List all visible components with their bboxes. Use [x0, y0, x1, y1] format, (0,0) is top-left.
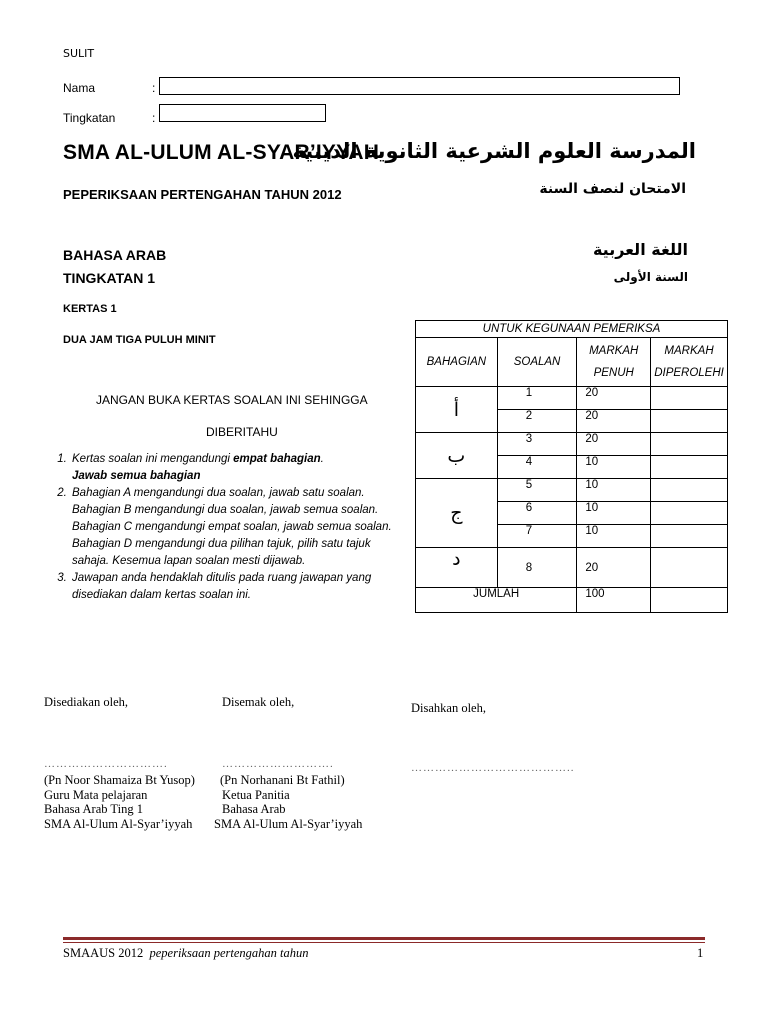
- table-row: [416, 387, 728, 410]
- warning-line-1: JANGAN BUKA KERTAS SOALAN INI SEHINGGA: [96, 393, 368, 407]
- checked-signature-line: ……………………….: [222, 758, 334, 770]
- checked-label: Disemak oleh,: [222, 695, 295, 709]
- markah-penuh-cell: 20: [577, 548, 651, 588]
- soalan-cell: 1: [497, 387, 577, 410]
- checked-role: Ketua Panitia: [222, 787, 290, 802]
- markah-diperolehi-cell[interactable]: [651, 433, 728, 456]
- markah-diperolehi-cell[interactable]: [651, 502, 728, 525]
- tingkatan-colon: :: [152, 111, 156, 125]
- examiner-table: [415, 320, 728, 613]
- checked-dept: Bahasa Arab: [222, 802, 286, 817]
- prepared-role: Guru Mata pelajaran: [44, 787, 148, 802]
- footer-rule-thick: [63, 937, 705, 940]
- markah-penuh-cell: 10: [577, 479, 651, 502]
- markah-diperolehi-cell[interactable]: [651, 548, 728, 588]
- prepared-label: Disediakan oleh,: [44, 695, 129, 709]
- markah-penuh-cell: 20: [577, 433, 651, 456]
- total-obtained-cell[interactable]: [651, 588, 728, 613]
- sulit-label: SULIT: [63, 47, 95, 60]
- checked-block: [214, 773, 362, 831]
- footer-text: [63, 946, 309, 961]
- markah-diperolehi-cell[interactable]: [651, 387, 728, 410]
- paper-label: KERTAS 1: [63, 303, 117, 315]
- instruction-item: [70, 451, 410, 485]
- soalan-cell: 2: [497, 410, 577, 433]
- soalan-cell: 3: [497, 433, 577, 456]
- instruction-2-text: Bahagian A mengandungi dua soalan, jawab satu soalan. Bahagian B mengandungi dua soalan, jawab semua soalan. Bahagian C mengandungi empat soalan, jawab semua soalan. Bahagian D mengandungi dua pilihan tajuk, pilih satu tajuk sahaja. Kesemua lapan soalan mesti dijawab.: [72, 487, 392, 567]
- soalan-cell: 5: [497, 479, 577, 502]
- instruction-item: [70, 485, 410, 570]
- markah-penuh-cell: 10: [577, 502, 651, 525]
- subject-title-arabic: اللغة العربية: [592, 240, 688, 259]
- approved-label: Disahkan oleh,: [411, 701, 486, 715]
- table-title: UNTUK KEGUNAAN PEMERIKSA: [416, 321, 728, 338]
- section-label: ب: [416, 433, 498, 479]
- nama-field[interactable]: [159, 77, 680, 95]
- school-name-arabic: المدرسة العلوم الشرعية الثانوية الدينية: [292, 139, 696, 163]
- approved-signature-line: …………………………………..: [411, 762, 575, 774]
- tingkatan-field[interactable]: [159, 104, 326, 122]
- markah-diperolehi-cell[interactable]: [651, 456, 728, 479]
- duration-label: DUA JAM TIGA PULUH MINIT: [63, 334, 216, 346]
- table-total-row: [416, 588, 728, 613]
- markah-diperolehi-cell[interactable]: [651, 410, 728, 433]
- soalan-cell: 7: [497, 525, 577, 548]
- instruction-3-text: Jawapan anda hendaklah ditulis pada ruang jawapan yang disediakan dalam kertas soalan ini.: [72, 572, 372, 601]
- col-markah-penuh-1: MARKAH: [589, 345, 639, 357]
- table-row: [416, 479, 728, 502]
- markah-diperolehi-cell[interactable]: [651, 525, 728, 548]
- prepared-name: (Pn Noor Shamaiza Bt Yusop): [44, 773, 195, 787]
- col-soalan: SOALAN: [497, 338, 577, 387]
- exam-title: PEPERIKSAAN PERTENGAHAN TAHUN 2012: [63, 187, 342, 202]
- warning-line-2: DIBERITAHU: [206, 425, 278, 439]
- instruction-1-line2: Jawab semua bahagian: [72, 470, 201, 482]
- markah-penuh-cell: 10: [577, 525, 651, 548]
- col-markah-penuh-2: PENUH: [593, 367, 634, 379]
- footer-desc: peperiksaan pertengahan tahun: [149, 946, 309, 960]
- prepared-school: SMA Al-Ulum Al-Syar’iyyah: [44, 816, 193, 831]
- section-label: ج: [416, 479, 498, 548]
- soalan-cell: 6: [497, 502, 577, 525]
- col-markah-diperolehi-1: MARKAH: [664, 345, 714, 357]
- total-value: 100: [577, 588, 651, 613]
- markah-diperolehi-cell[interactable]: [651, 479, 728, 502]
- markah-penuh-cell: 20: [577, 410, 651, 433]
- col-bahagian: BAHAGIAN: [416, 338, 498, 387]
- table-row: [416, 433, 728, 456]
- nama-colon: :: [152, 81, 156, 95]
- instructions-list: [30, 451, 410, 604]
- prepared-block: [44, 773, 195, 831]
- markah-penuh-cell: 20: [577, 387, 651, 410]
- page-number: 1: [697, 946, 704, 960]
- instruction-1-pre: Kertas soalan ini mengandungi: [72, 453, 234, 465]
- footer-code: SMAAUS 2012: [63, 946, 144, 960]
- col-markah-diperolehi: [651, 338, 728, 387]
- col-markah-penuh: [577, 338, 651, 387]
- instruction-item: [70, 570, 410, 604]
- instruction-1-bold: empat bahagian: [233, 453, 321, 465]
- col-markah-diperolehi-2: DIPEROLEHI: [654, 367, 724, 379]
- section-label: د: [416, 548, 498, 588]
- footer-rule-thin: [63, 942, 705, 943]
- checked-school: SMA Al-Ulum Al-Syar’iyyah: [214, 816, 363, 831]
- checked-name: (Pn Norhanani Bt Fathil): [220, 773, 345, 787]
- section-label: أ: [416, 387, 498, 433]
- total-label: JUMLAH: [416, 588, 577, 613]
- level-title: TINGKATAN 1: [63, 270, 156, 286]
- soalan-cell: 4: [497, 456, 577, 479]
- soalan-cell: 8: [497, 548, 577, 588]
- level-title-arabic: السنة الأولى: [613, 270, 688, 284]
- exam-title-arabic: الامتحان لنصف السنة: [539, 181, 686, 197]
- nama-label: Nama: [63, 81, 96, 95]
- markah-penuh-cell: 10: [577, 456, 651, 479]
- instruction-1-post: .: [320, 453, 324, 465]
- school-name: SMA AL-ULUM AL-SYAR’IYYAH: [63, 141, 380, 164]
- tingkatan-label: Tingkatan: [63, 111, 116, 125]
- table-row: [416, 548, 728, 588]
- prepared-dept: Bahasa Arab Ting 1: [44, 802, 143, 817]
- subject-title: BAHASA ARAB: [63, 247, 167, 263]
- prepared-signature-line: ………………………….: [44, 758, 168, 770]
